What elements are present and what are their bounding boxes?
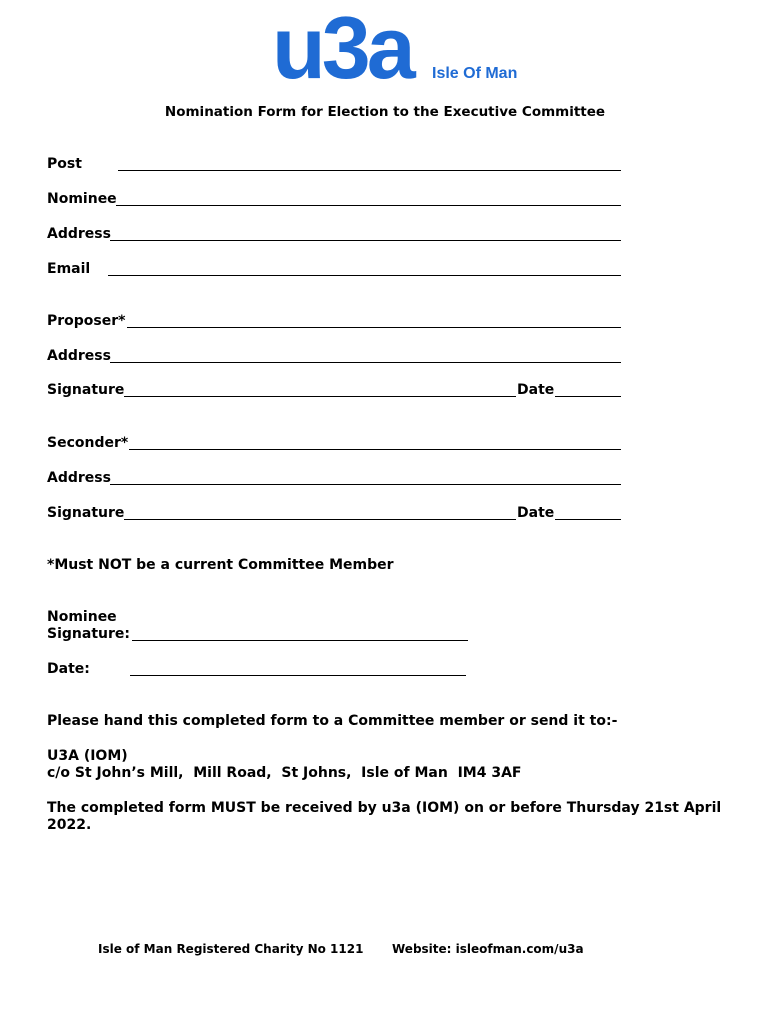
nominee-label: Nominee — [47, 191, 117, 207]
nominee-address-input-line[interactable] — [110, 240, 621, 241]
deadline-line-1: The completed form MUST be received by u3a (IOM) on or before Thursday 21st April — [47, 800, 722, 816]
seconder-date-input-line[interactable] — [555, 519, 621, 520]
nominee-date-label: Date: — [47, 661, 90, 677]
address-line-1: U3A (IOM) — [47, 748, 128, 764]
email-input-line[interactable] — [108, 275, 621, 276]
deadline-line-2: 2022. — [47, 817, 92, 833]
proposer-signature-input-line[interactable] — [124, 396, 516, 397]
proposer-date-input-line[interactable] — [555, 396, 621, 397]
nominee-signature-input-line[interactable] — [132, 640, 468, 641]
committee-note: *Must NOT be a current Committee Member — [47, 557, 394, 573]
email-label: Email — [47, 261, 91, 277]
nominee-input-line[interactable] — [116, 205, 621, 206]
u3a-logo: u3a — [272, 0, 412, 97]
website-link[interactable]: Website: isleofman.com/u3a — [392, 942, 584, 956]
proposer-address-label: Address — [47, 348, 111, 364]
seconder-signature-input-line[interactable] — [124, 519, 516, 520]
form-title: Nomination Form for Election to the Executive Committee — [164, 104, 606, 120]
charity-number: Isle of Man Registered Charity No 1121 — [98, 942, 364, 956]
nominee-address-label: Address — [47, 226, 111, 242]
seconder-input-line[interactable] — [129, 449, 621, 450]
proposer-label: Proposer* — [47, 313, 126, 329]
post-input-line[interactable] — [118, 170, 621, 171]
seconder-label: Seconder* — [47, 435, 129, 451]
seconder-date-label: Date — [517, 505, 555, 521]
hand-in-instruction: Please hand this completed form to a Committee member or send it to:- — [47, 713, 618, 729]
seconder-signature-label: Signature — [47, 505, 125, 521]
logo-subtitle: Isle Of Man — [432, 65, 518, 82]
proposer-signature-label: Signature — [47, 382, 125, 398]
proposer-input-line[interactable] — [127, 327, 621, 328]
proposer-date-label: Date — [517, 382, 555, 398]
seconder-address-label: Address — [47, 470, 111, 486]
nominee-date-input-line[interactable] — [130, 675, 466, 676]
address-line-2: c/o St John’s Mill, Mill Road, St Johns, Isle of Man IM4 3AF — [47, 765, 522, 781]
nominee-signature-label: Signature: — [47, 626, 130, 642]
nominee-sign-heading: Nominee — [47, 609, 117, 625]
post-label: Post — [47, 156, 82, 172]
seconder-address-input-line[interactable] — [110, 484, 621, 485]
proposer-address-input-line[interactable] — [110, 362, 621, 363]
